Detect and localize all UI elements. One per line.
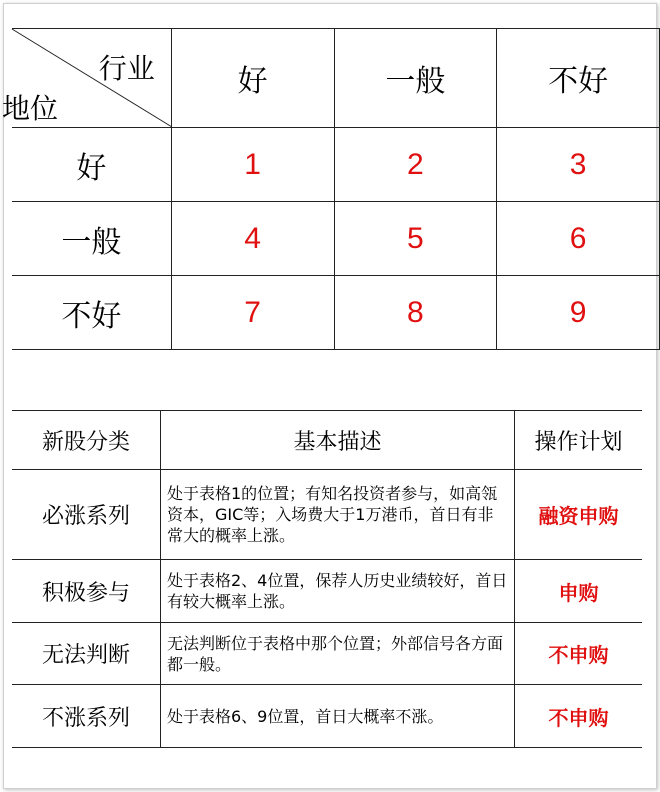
plan-category: 不涨系列 (12, 685, 161, 748)
header-description: 基本描述 (161, 411, 515, 470)
plan-description: 无法判断位于表格中那个位置；外部信号各方面都一般。 (161, 623, 515, 685)
matrix-cell: 3 (497, 128, 660, 202)
matrix-cell: 7 (171, 276, 334, 350)
column-header-average: 一般 (334, 29, 497, 128)
matrix-corner-cell (2, 29, 171, 128)
matrix-row (12, 276, 660, 350)
matrix-row (12, 202, 660, 276)
matrix-cell: 1 (171, 128, 334, 202)
matrix-cell: 6 (497, 202, 660, 276)
corner-industry-label: 行业 (98, 52, 155, 85)
plan-action: 不申购 (515, 623, 643, 685)
column-header-bad: 不好 (497, 29, 660, 128)
matrix-cell: 2 (334, 128, 497, 202)
position-industry-matrix (2, 28, 660, 350)
matrix-cell: 5 (334, 202, 497, 276)
plan-category: 无法判断 (12, 623, 161, 685)
matrix-cell: 8 (334, 276, 497, 350)
column-header-good: 好 (171, 29, 334, 128)
plan-action: 不申购 (515, 685, 643, 748)
matrix-cell: 4 (171, 202, 334, 276)
plan-row (12, 560, 642, 623)
plan-row (12, 470, 642, 560)
plan-header-row (12, 411, 642, 470)
plan-row (12, 685, 642, 748)
row-header-average: 一般 (12, 202, 171, 276)
row-header-bad: 不好 (12, 276, 171, 350)
plan-row (12, 623, 642, 685)
row-header-good: 好 (12, 128, 171, 202)
plan-category: 积极参与 (12, 560, 161, 623)
header-category: 新股分类 (12, 411, 161, 470)
ipo-plan-table (12, 410, 642, 748)
plan-action: 申购 (515, 560, 643, 623)
corner-position-label: 地位 (2, 92, 59, 125)
plan-description: 处于表格1的位置；有知名投资者参与，如高瓴资本，GIC等；入场费大于1万港币，首日有非常大的概率上涨。 (161, 470, 515, 560)
matrix-header-row (12, 29, 660, 128)
matrix-row (12, 128, 660, 202)
plan-action: 融资申购 (515, 470, 643, 560)
plan-description: 处于表格2、4位置，保荐人历史业绩较好，首日有较大概率上涨。 (161, 560, 515, 623)
matrix-cell: 9 (497, 276, 660, 350)
plan-category: 必涨系列 (12, 470, 161, 560)
header-action: 操作计划 (515, 411, 643, 470)
plan-description: 处于表格6、9位置，首日大概率不涨。 (161, 685, 515, 748)
